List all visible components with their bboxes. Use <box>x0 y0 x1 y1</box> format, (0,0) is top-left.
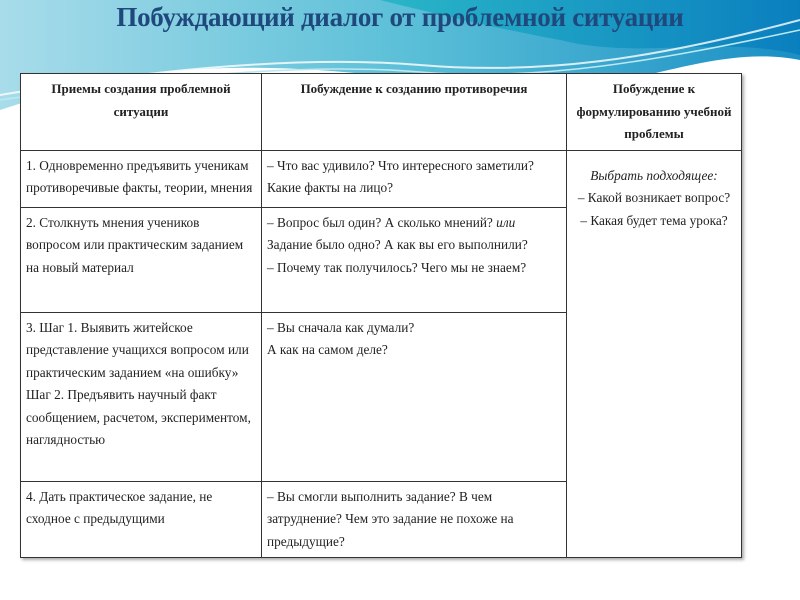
methods-table <box>20 73 742 558</box>
problem-question-2: – Какая будет тема урока? <box>580 212 728 228</box>
slide-title: Побуждающий диалог от проблемной ситуации <box>116 2 684 32</box>
header-problem: Побуждение к формулированию учебной проблемы <box>567 74 742 151</box>
table-row <box>21 150 742 207</box>
prompt-cell: – Вы смогли выполнить задание? В чем затруднение? Чем это задание не похоже на предыдущие? <box>262 481 567 558</box>
prompt-text: – Вопрос был один? А сколько мнений? <box>267 214 493 230</box>
prompt-text: Задание было одно? А как вы его выполнили? <box>267 237 528 252</box>
prompt-text: А как на самом деле? <box>267 342 388 357</box>
prompt-or: или <box>496 214 516 230</box>
prompt-text: – Вы сначала как думали? <box>267 319 415 335</box>
technique-cell: 1. Одновременно предъявить ученикам противоречивые факты, теории, мнения <box>21 150 262 207</box>
table-header-row <box>21 74 742 151</box>
prompt-cell <box>262 207 567 312</box>
problem-question-1: – Какой возникает вопрос? <box>577 190 731 205</box>
header-contradiction: Побуждение к созданию противоречия <box>262 74 567 151</box>
prompt-text: – Почему так получилось? Чего мы не знаем? <box>267 259 527 275</box>
technique-step-2: Шаг 2. Предъявить научный факт сообщением, расчетом, экспериментом, наглядностью <box>26 387 251 447</box>
technique-cell: 4. Дать практическое задание, не сходное с предыдущими <box>21 481 262 558</box>
technique-cell <box>21 312 262 481</box>
header-techniques: Приемы создания проблемной ситуации <box>21 74 262 151</box>
prompt-cell <box>262 312 567 481</box>
problem-lead: Выбрать подходящее: <box>590 167 718 183</box>
technique-step-1: 3. Шаг 1. Выявить житейское представление учащихся вопросом или практическим заданием «на ошибку» <box>26 319 249 380</box>
technique-cell: 2. Столкнуть мнения учеников вопросом или практическим заданием на новый материал <box>21 207 262 312</box>
prompt-cell: – Что вас удивило? Что интересного заметили? Какие факты на лицо? <box>262 150 567 207</box>
problem-cell <box>567 150 742 558</box>
